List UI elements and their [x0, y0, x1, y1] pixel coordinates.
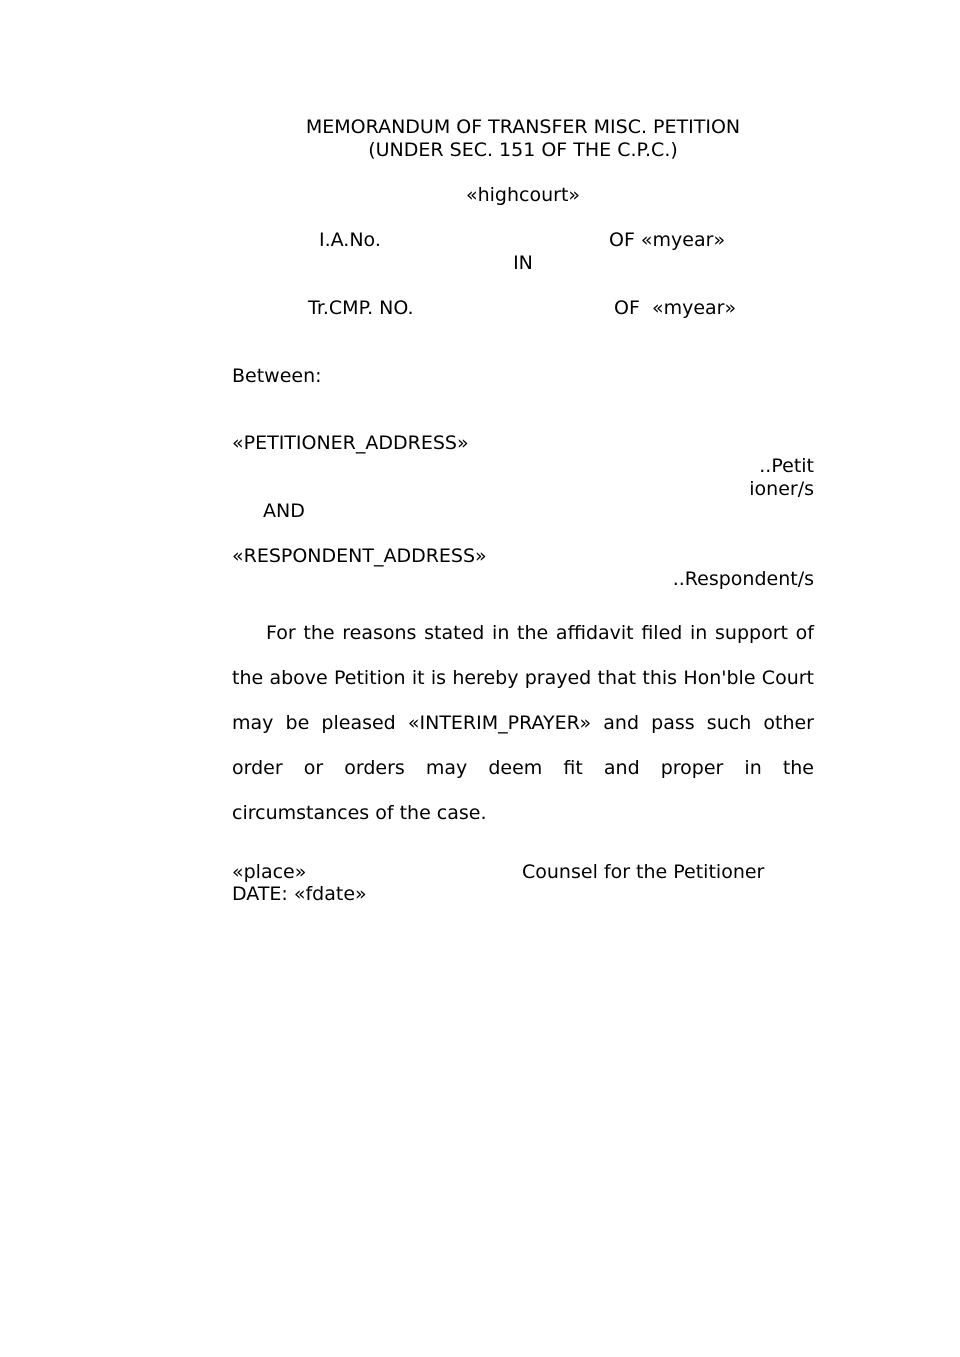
- date: DATE: «fdate»: [232, 883, 367, 905]
- ia-year: OF «myear»: [609, 229, 726, 251]
- respondent-role: ..Respondent/s: [672, 568, 814, 590]
- trcmp-year: OF «myear»: [614, 297, 737, 319]
- prayer-paragraph: For the reasons stated in the affidavit filed in support of the above Petition it is hereby prayed that this Hon'ble Court may be pleased «INTERIM_PRAYER» and pass such other order or orders may deem fit and proper in the circumstances of the case.: [232, 622, 814, 824]
- court-name: «highcourt»: [465, 184, 581, 206]
- counsel-signature: Counsel for the Petitioner: [522, 861, 765, 883]
- document-subtitle: (UNDER SEC. 151 OF THE C.P.C.): [368, 139, 678, 161]
- in-label: IN: [513, 252, 533, 274]
- and-label: AND: [263, 500, 305, 522]
- petitioner-address: «PETITIONER_ADDRESS»: [232, 432, 469, 454]
- trcmp-number-label: Tr.CMP. NO.: [308, 297, 414, 319]
- petitioner-role-line2: ioner/s: [749, 478, 814, 500]
- respondent-address: «RESPONDENT_ADDRESS»: [232, 545, 487, 567]
- ia-number-label: I.A.No.: [319, 229, 381, 251]
- place: «place»: [232, 861, 307, 883]
- between-label: Between:: [232, 365, 322, 387]
- document-title: MEMORANDUM OF TRANSFER MISC. PETITION: [305, 116, 741, 138]
- petitioner-role-line1: ..Petit: [759, 455, 814, 477]
